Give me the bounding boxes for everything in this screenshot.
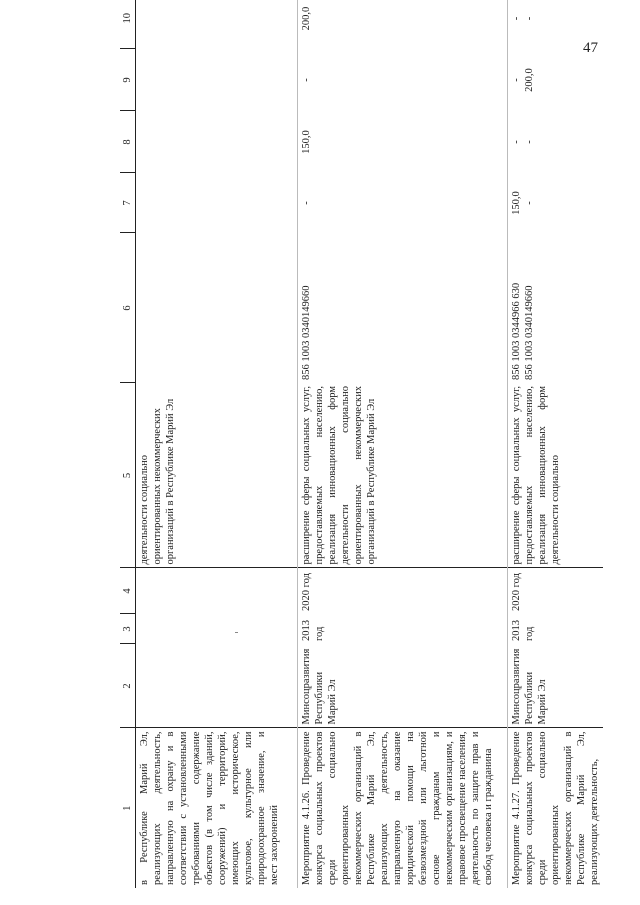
value-cell: - - <box>511 16 536 21</box>
budget-code-cell <box>136 233 298 383</box>
value-cell <box>136 0 298 49</box>
value-cell: - 200,0 <box>511 68 536 92</box>
page-number: 47 <box>583 40 598 56</box>
expected-result-cell: расширение сферы социальных услуг, предоставляемых населению, реализация инновационных форм деятельности социально <box>508 383 604 568</box>
activity-name-cell: в Республике Марий Эл, реализующих деятельность, направленную на охрану и в соответствии с установленными требованиями содержание объектов (в том числе зданий, сооружений) и территорий, имеющих историческое, культовое, культурное или природоохранное значение, и мест захоронений <box>136 728 298 888</box>
value-cell: - <box>298 173 508 233</box>
value-cell <box>136 173 298 233</box>
value-cell: 150,0 <box>298 111 508 173</box>
rotated-table-page <box>120 0 640 888</box>
start-year-cell: 2013 год <box>511 620 536 641</box>
activity-name-cell: Мероприятие 4.1.27. Проведение конкурса социальных проектов среди социально ориентированных некоммерческих организаций в Республике Марий Эл, реализующих деятельность, <box>511 731 601 885</box>
table-row <box>298 0 508 888</box>
end-year-cell: 2020 год <box>511 573 523 611</box>
budget-code-cell: 856 1003 0344966 630 856 1003 0340149660 <box>511 282 536 380</box>
expected-result-cell: деятельности социально ориентированных некоммерческих организаций в Республике Марий Эл <box>136 383 298 568</box>
program-activities-table <box>120 0 603 888</box>
value-cell: - - <box>511 140 536 144</box>
executor-cell: Минсоцразвития Республики Марий Эл <box>508 644 604 728</box>
end-year-cell <box>136 568 298 614</box>
column-number: 1 <box>120 728 136 888</box>
executor-cell <box>136 644 298 728</box>
start-year-cell <box>136 614 298 644</box>
value-cell: 150,0 - <box>511 191 536 215</box>
column-number: 2 <box>120 644 136 728</box>
column-numbers-row <box>120 0 136 888</box>
value-cell <box>136 111 298 173</box>
expected-result-cell: расширение сферы социальных услуг, предоставляемых населению, реализация инновационных форм деятельности социально ориентированных некоммерческих организаций в Республике Марий Эл <box>298 383 508 568</box>
column-number: 7 <box>120 173 136 233</box>
start-year-cell: 2013 год <box>298 614 508 644</box>
scan-mark <box>235 632 238 633</box>
column-number: 8 <box>120 111 136 173</box>
table-row <box>136 0 298 888</box>
end-year-cell: 2020 год <box>298 568 508 614</box>
column-number: 5 <box>120 383 136 568</box>
executor-cell: Минсоцразвития Республики Марий Эл <box>298 644 508 728</box>
value-cell: 200,0 <box>298 0 508 49</box>
budget-code-cell: 856 1003 0340149660 <box>298 233 508 383</box>
column-number: 6 <box>120 233 136 383</box>
column-number: 10 <box>120 0 136 49</box>
column-number: 4 <box>120 568 136 614</box>
table-row <box>508 0 604 888</box>
column-number: 3 <box>120 614 136 644</box>
value-cell <box>136 49 298 111</box>
value-cell: - <box>298 49 508 111</box>
column-number: 9 <box>120 49 136 111</box>
activity-name-cell: Мероприятие 4.1.26. Проведение конкурса социальных проектов среди социально ориентированных некоммерческих организаций в Республике Марий Эл, реализующих деятельность, направленную на оказание юридической помощи на безвозмездной или льготной основе гражданам и некоммерческим организациям, и правовое просвещение населения, деятельность по защите прав и свобод человека и гражданина <box>298 728 508 888</box>
